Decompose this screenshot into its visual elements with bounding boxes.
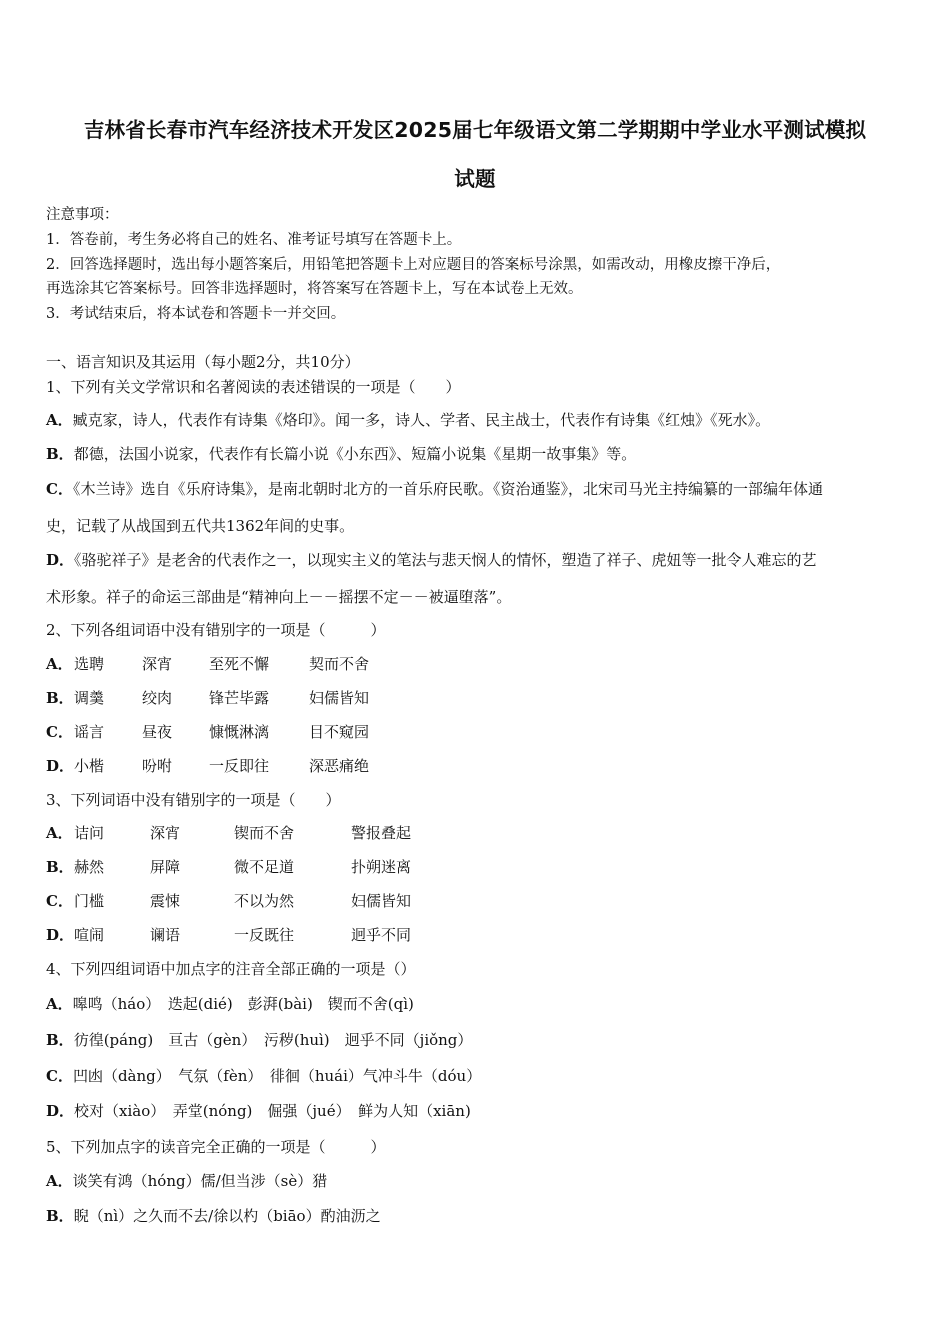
notice-item: 1．答卷前，考生务必将自己的姓名、准考证号填写在答题卡上。 <box>46 232 462 248</box>
question-1-option-c: C．《木兰诗》选自《乐府诗集》，是南北朝时北方的一首乐府民歌。《资治通鉴》，北宋司马光主持编纂的一部编年体通 <box>46 480 823 498</box>
notice-item: 再选涂其它答案标号。回答非选择题时，将答案写在答题卡上，写在本试卷上无效。 <box>46 281 583 297</box>
question-3-option-c: C．门槛 震悚 不以为然 妇儒皆知 <box>46 892 412 910</box>
question-5-option-b: B．睨（nì）之久而不去/徐以杓（biāo）酌油沥之 <box>46 1207 381 1225</box>
notice-heading: 注意事项： <box>46 207 119 223</box>
question-2-option-a: A．选聘 深宵 至死不懈 契而不舍 <box>46 655 370 673</box>
question-2-option-b: B．调羹 绞肉 锋芒毕露 妇儒皆知 <box>46 689 370 707</box>
question-2-option-d: D．小楷 吩咐 一反即往 深恶痛绝 <box>46 757 370 775</box>
question-5-option-a: A．谈笑有鸿（hóng）儒/但当涉（sè）猎 <box>46 1172 328 1190</box>
question-4-option-b: B．彷徨(páng) 亘古（gèn） 污秽(huì) 迥乎不同（jiǒng） <box>46 1031 473 1049</box>
question-1-stem: 1、下列有关文学常识和名著阅读的表述错误的一项是（ ） <box>46 378 461 396</box>
question-5-stem: 5、下列加点字的读音完全正确的一项是（ ） <box>46 1138 386 1156</box>
notice-item: 2．回答选择题时，选出每小题答案后，用铅笔把答题卡上对应题目的答案标号涂黑，如需改动，用橡皮擦干净后， <box>46 257 781 273</box>
question-3-stem: 3、下列词语中没有错别字的一项是（ ） <box>46 791 341 809</box>
question-3-option-b: B．赫然 屏障 微不足道 扑朔迷离 <box>46 858 412 876</box>
question-2-stem: 2、下列各组词语中没有错别字的一项是（ ） <box>46 621 386 639</box>
question-1-option-d: D．《骆驼祥子》是老舍的代表作之一，以现实主义的笔法与悲天悯人的情怀，塑造了祥子、虎妞等一批令人难忘的艺 <box>46 551 817 569</box>
section-heading: 一、语言知识及其运用（每小题2分，共10分） <box>46 353 360 371</box>
question-1-option-b: B．都德，法国小说家，代表作有长篇小说《小东西》、短篇小说集《星期一故事集》等。 <box>46 445 637 463</box>
document-title-line1: 吉林省长春市汽车经济技术开发区2025届七年级语文第二学期期中学业水平测试模拟 <box>83 118 867 142</box>
question-1-option-d-cont: 术形象。祥子的命运三部曲是“精神向上－－摇摆不定－－被逼堕落”。 <box>46 588 512 606</box>
question-3-option-a: A．诘问 深宵 锲而不舍 警报叠起 <box>46 824 412 842</box>
question-4-stem: 4、下列四组词语中加点字的注音全部正确的一项是（） <box>46 960 416 978</box>
question-4-option-c: C．凹凼（dàng） 气氛（fèn） 徘徊（huái）气冲斗牛（dóu） <box>46 1067 482 1085</box>
notice-item: 3．考试结束后，将本试卷和答题卡一并交回。 <box>46 306 346 322</box>
document-title-line2: 试题 <box>454 167 496 191</box>
question-3-option-d: D．喧闹 谰语 一反既往 迥乎不同 <box>46 926 412 944</box>
question-4-option-a: A．嗥鸣（háo） 迭起(dié) 彭湃(bài) 锲而不舍(qì) <box>46 995 414 1013</box>
question-4-option-d: D．校对（xiào） 弄堂(nóng) 倔强（jué） 鲜为人知（xiān) <box>46 1102 471 1120</box>
question-1-option-a: A．臧克家，诗人，代表作有诗集《烙印》。闻一多，诗人、学者、民主战士，代表作有诗集《红烛》《死水》。 <box>46 411 771 429</box>
question-1-option-c-cont: 史，记载了从战国到五代共1362年间的史事。 <box>46 517 355 535</box>
question-2-option-c: C．谣言 昼夜 慷慨淋漓 目不窥园 <box>46 723 370 741</box>
